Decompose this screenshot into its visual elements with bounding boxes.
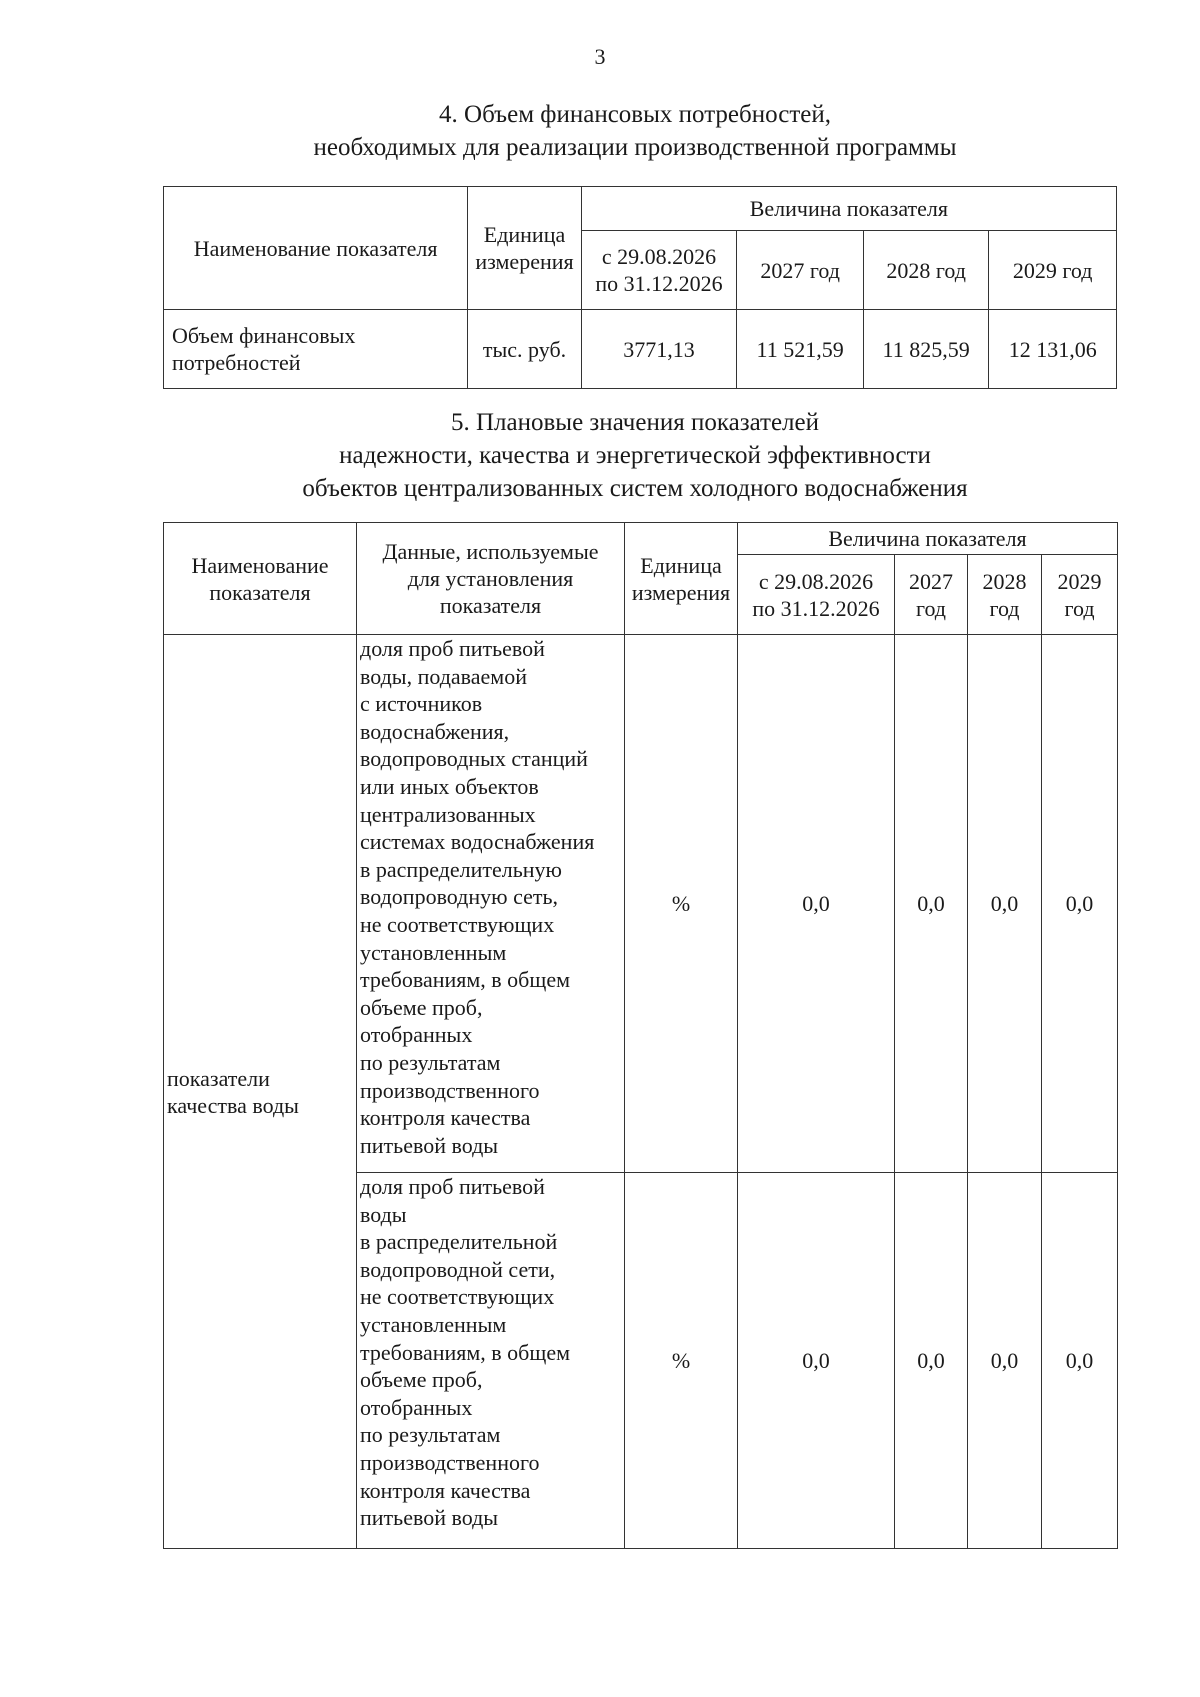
section-5-title: [0, 406, 1200, 505]
header-year-2029: 2029 год: [989, 231, 1117, 310]
header-period: с 29.08.2026 по 31.12.2026: [738, 555, 895, 635]
header-unit: Единица измерения: [625, 523, 738, 635]
page-number: 3: [594, 44, 606, 69]
header-year-2028: 2028 год: [968, 555, 1042, 635]
section-5-title-line: 5. Плановые значения показателей: [450, 409, 820, 436]
header-unit: Единица измерения: [468, 187, 581, 310]
unit-cell: %: [625, 1173, 738, 1549]
indicator-group-name: показатели качества воды: [164, 635, 357, 1549]
value-cell: 3771,13: [581, 310, 737, 389]
value-cell: 11 825,59: [863, 310, 989, 389]
unit-cell: тыс. руб.: [468, 310, 581, 389]
value-cell: 0,0: [738, 635, 895, 1173]
value-cell: 0,0: [968, 635, 1042, 1173]
unit-cell: %: [625, 635, 738, 1173]
financial-needs-table: [163, 186, 1117, 389]
value-cell: 0,0: [1042, 635, 1118, 1173]
section-5-title-line: надежности, качества и энергетической эффективности: [339, 442, 931, 469]
value-cell: 0,0: [738, 1173, 895, 1549]
value-cell: 11 521,59: [737, 310, 864, 389]
header-source-data: Данные, используемые для установления показателя: [357, 523, 625, 635]
value-cell: 12 131,06: [989, 310, 1117, 389]
table-row: [164, 635, 1118, 1173]
value-cell: 0,0: [1042, 1173, 1118, 1549]
table-row: [164, 310, 1117, 389]
indicator-name: Объем финансовых потребностей: [164, 310, 468, 389]
source-data-description: доля проб питьевой воды, подаваемой с источников водоснабжения, водопроводных станций или иных объектов централизованных системах водоснабжения в распределительную водопроводную сеть, не соответствующих установленным требованиям, в общем объеме проб, отобранных по результатам производственного контроля качества питьевой воды: [357, 635, 625, 1173]
header-year-2027: 2027 год: [895, 555, 968, 635]
value-cell: 0,0: [895, 635, 968, 1173]
header-year-2029: 2029 год: [1042, 555, 1118, 635]
section-4-title-line: 4. Объем финансовых потребностей,: [439, 101, 831, 128]
header-indicator-name: Наименование показателя: [164, 523, 357, 635]
value-cell: 0,0: [895, 1173, 968, 1549]
header-period: с 29.08.2026 по 31.12.2026: [581, 231, 737, 310]
source-data-description: доля проб питьевой воды в распределительной водопроводной сети, не соответствующих установленным требованиям, в общем объеме проб, отобранных по результатам производственного контроля качества питьевой воды: [357, 1173, 625, 1549]
section-4-title: [0, 98, 1200, 164]
section-4-title-line: необходимых для реализации производственной программы: [313, 134, 957, 161]
value-cell: 0,0: [968, 1173, 1042, 1549]
header-year-2028: 2028 год: [863, 231, 989, 310]
section-5-title-line: объектов централизованных систем холодного водоснабжения: [302, 475, 968, 502]
header-year-2027: 2027 год: [737, 231, 864, 310]
header-indicator-name: Наименование показателя: [164, 187, 468, 310]
quality-indicators-table: [163, 522, 1118, 1549]
header-value-group: Величина показателя: [581, 187, 1116, 231]
header-value-group: Величина показателя: [738, 523, 1118, 555]
